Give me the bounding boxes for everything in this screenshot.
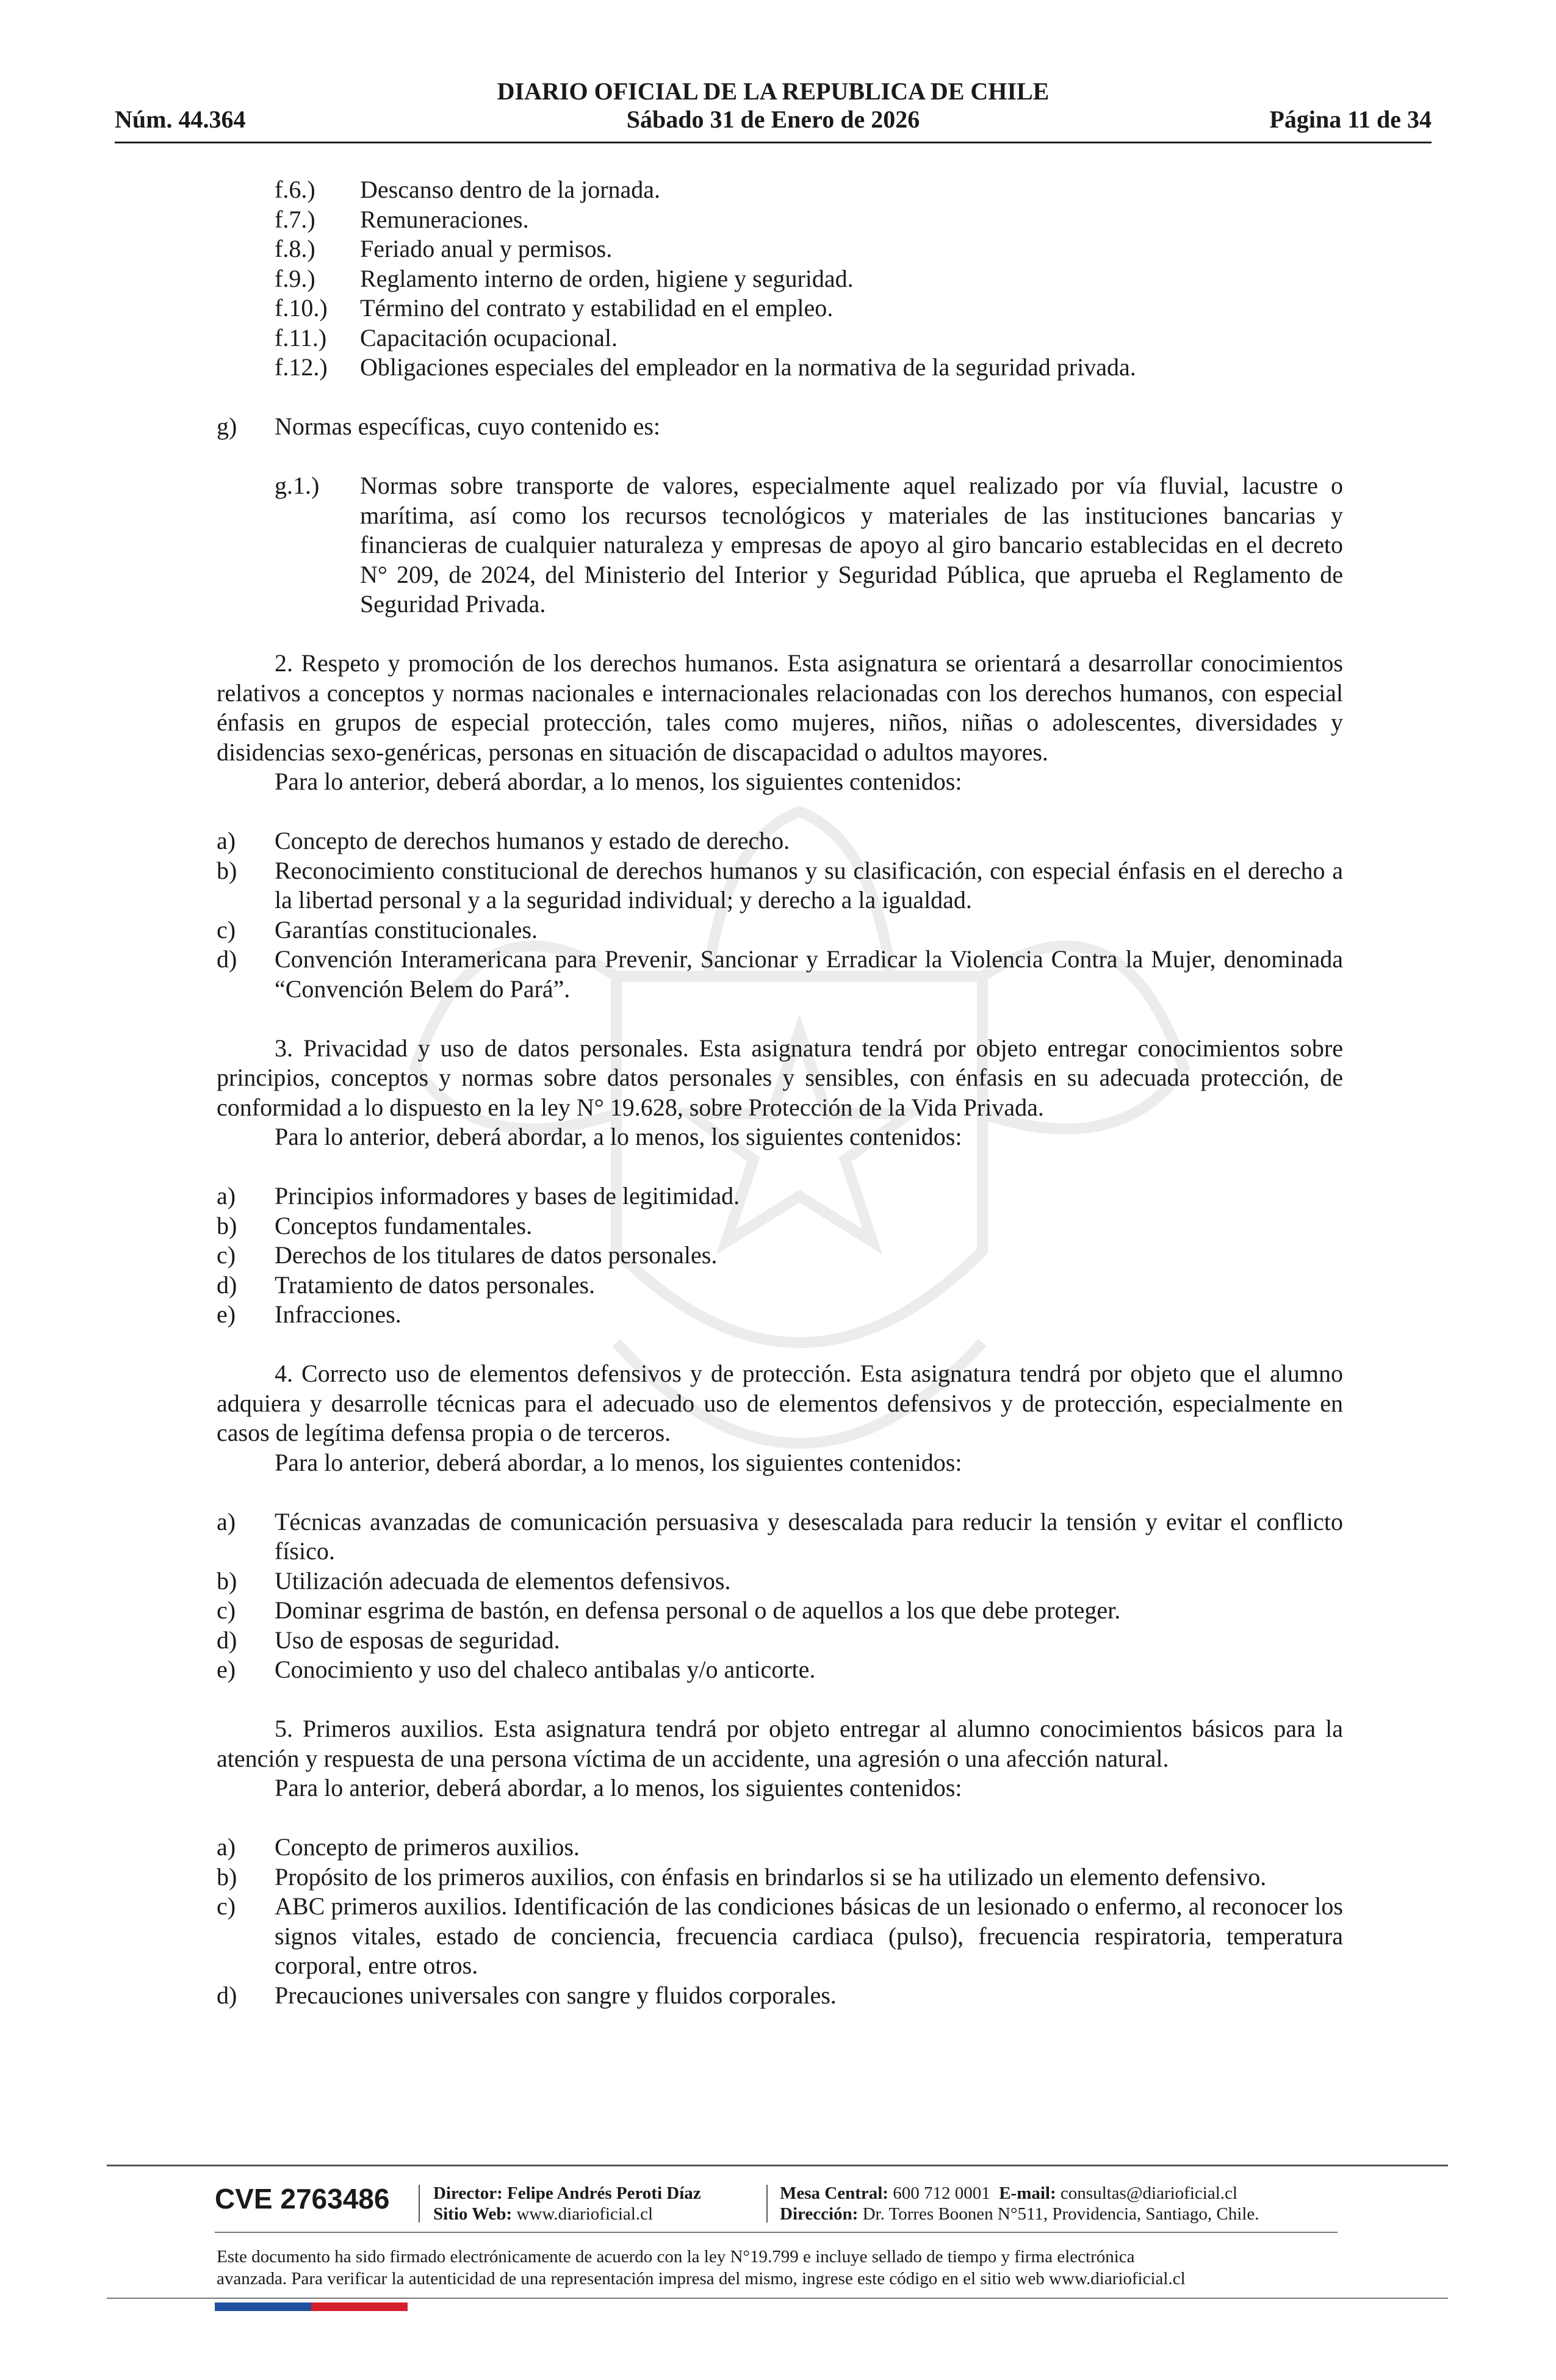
list-item: e) Conocimiento y uso del chaleco antibalas y/o anticorte.: [217, 1656, 816, 1683]
document-body: [217, 175, 1343, 2010]
footer-separator: [766, 2185, 768, 2223]
list-item: f.8.) Feriado anual y permisos.: [275, 235, 613, 262]
footer-separator: [419, 2185, 420, 2223]
section-5-paragraph: 5. Primeros auxilios. Esta asignatura tendrá por objeto entregar al alumno conocimientos básicos para la atención y respuesta de una persona víctima de un accidente, una agresión o una afección natural.: [217, 1715, 1344, 1772]
footer-divider: [215, 2232, 1338, 2233]
address: Dr. Torres Boonen N°511, Providencia, Santiago, Chile.: [862, 2204, 1259, 2224]
list-item: f.7.) Remuneraciones.: [275, 205, 529, 233]
list-item-g: g) Normas específicas, cuyo contenido es:: [217, 413, 661, 440]
section-intro: Para lo anterior, deberá abordar, a lo menos, los siguientes contenidos:: [275, 1774, 962, 1801]
section-heading: 4. Correcto uso de elementos defensivos y de protección.: [275, 1360, 852, 1387]
director-block: Director: Felipe Andrés Peroti Díaz Sitio Web: www.diarioficial.cl: [433, 2183, 701, 2224]
list-item: c) Garantías constitucionales.: [217, 915, 538, 943]
section-intro: Para lo anterior, deberá abordar, a lo menos, los siguientes contenidos:: [275, 1123, 962, 1150]
website-link[interactable]: www.diarioficial.cl: [516, 2204, 654, 2224]
list-item: a) Concepto de primeros auxilios.: [217, 1833, 580, 1861]
list-item: c) Dominar esgrima de bastón, en defensa personal o de aquellos a los que debe proteger.: [217, 1596, 1121, 1624]
page-number: Página 11 de 34: [1269, 106, 1432, 133]
issue-number: Núm. 44.364: [115, 106, 246, 133]
contact-block: Mesa Central: 600 712 0001 E-mail: consultas@diarioficial.cl Dirección: Dr. Torres Boonen N°511, Providencia, Santiago, Chile.: [780, 2183, 1259, 2224]
list-item: f.6.) Descanso dentro de la jornada.: [275, 176, 661, 203]
list-item: d) Tratamiento de datos personales.: [217, 1271, 596, 1299]
list-item: a) Técnicas avanzadas de comunicación persuasiva y desescalada para reducir la tensión y evitar el conflicto físico.: [217, 1507, 1343, 1565]
list-item: c) ABC primeros auxilios. Identificación de las condiciones básicas de un lesionado o enfermo, al reconocer los signos vitales, estado de conciencia, frecuencia cardiaca (pulso), frecuencia respiratoria, temperatura corporal, entre otros.: [217, 1892, 1343, 1979]
section-heading: 3. Privacidad y uso de datos personales.: [275, 1034, 689, 1062]
section-intro: Para lo anterior, deberá abordar, a lo menos, los siguientes contenidos:: [275, 1448, 962, 1476]
footer-divider: [107, 2165, 1448, 2166]
list-item: d) Precauciones universales con sangre y fluidos corporales.: [217, 1981, 837, 2009]
legal-notice: Este documento ha sido firmado electrónicamente de acuerdo con la ley N°19.799 e incluye sellado de tiempo y firma electrónica avanzada. Para verificar la autenticidad de una representación impresa del mismo, ingrese este código en el sitio web www.diarioficial.cl: [217, 2247, 1186, 2288]
flag-stripe-red: [311, 2302, 408, 2311]
issue-date: Sábado 31 de Enero de 2026: [626, 106, 920, 133]
footer-divider: [107, 2298, 1448, 2299]
list-item: d) Convención Interamericana para Prevenir, Sancionar y Erradicar la Violencia Contra la Mujer, denominada “Convención Belem do Pará”.: [217, 945, 1343, 1003]
section-intro: Para lo anterior, deberá abordar, a lo menos, los siguientes contenidos:: [275, 768, 962, 795]
section-2-paragraph: 2. Respeto y promoción de los derechos humanos. Esta asignatura se orientará a desarrollar conocimientos relativos a conceptos y normas nacionales e internacionales relacionadas con los derechos humanos, con especial énfasis en grupos de especial protección, tales como mujeres, niños, niñas o adolescentes, diversidades y disidencias sexo-genéricas, personas en situación de discapacidad o adultos mayores.: [217, 649, 1343, 766]
list-item: b) Reconocimiento constitucional de derechos humanos y su clasificación, con especial énfasis en el derecho a la libertad personal y a la seguridad individual; y derecho a la igualdad.: [217, 856, 1343, 914]
list-item: f.9.) Reglamento interno de orden, higiene y seguridad.: [275, 264, 854, 292]
section-heading: 5. Primeros auxilios.: [275, 1715, 484, 1742]
list-item: a) Concepto de derechos humanos y estado de derecho.: [217, 827, 790, 854]
list-item: b) Propósito de los primeros auxilios, con énfasis en brindarlos si se ha utilizado un elemento defensivo.: [217, 1863, 1267, 1891]
cve-code: CVE 2763486: [215, 2183, 390, 2215]
phone-number: 600 712 0001: [893, 2183, 990, 2203]
section-4-paragraph: 4. Correcto uso de elementos defensivos y de protección. Esta asignatura tendrá por objeto que el alumno adquiera y desarrolle técnicas para el adecuado uso de elementos defensivos y de protección, especialmente en casos de legítima defensa propia o de terceros.: [217, 1360, 1343, 1446]
list-item: d) Uso de esposas de seguridad.: [217, 1626, 560, 1654]
flag-stripe-blue: [215, 2302, 311, 2311]
email-link[interactable]: consultas@diarioficial.cl: [1060, 2183, 1237, 2203]
list-item: f.12.) Obligaciones especiales del empleador en la normativa de la seguridad privada.: [275, 353, 1136, 381]
list-item: a) Principios informadores y bases de legitimidad.: [217, 1182, 740, 1210]
director-name: Felipe Andrés Peroti Díaz: [507, 2183, 701, 2203]
list-item: b) Conceptos fundamentales.: [217, 1211, 533, 1239]
page-header: [115, 78, 1432, 143]
list-item: e) Infracciones.: [217, 1300, 402, 1328]
section-3-paragraph: 3. Privacidad y uso de datos personales. Esta asignatura tendrá por objeto entregar conocimientos sobre principios, conceptos y normas sobre datos personales y sensibles, con énfasis en su adecuada protección, de conformidad a lo dispuesto en la ley N° 19.628, sobre Protección de la Vida Privada.: [217, 1034, 1344, 1121]
list-item: c) Derechos de los titulares de datos personales.: [217, 1241, 718, 1269]
list-item-g1: g.1.) Normas sobre transporte de valores, especialmente aquel realizado por vía fluvial, lacustre o marítima, así como los recursos tecnológicos y materiales de las instituciones bancarias y financieras de cualquier naturaleza y empresas de apoyo al giro bancario establecidas en el decreto N° 209, de 2024, del Ministerio del Interior y Seguridad Pública, que aprueba el Reglamento de Seguridad Privada.: [275, 472, 1343, 618]
list-item: f.10.) Término del contrato y estabilidad en el empleo.: [275, 294, 834, 322]
newspaper-title: DIARIO OFICIAL DE LA REPUBLICA DE CHILE: [497, 78, 1050, 105]
list-item: b) Utilización adecuada de elementos defensivos.: [217, 1567, 731, 1595]
list-item: f.11.) Capacitación ocupacional.: [275, 323, 618, 352]
section-heading: 2. Respeto y promoción de los derechos humanos.: [275, 649, 779, 677]
